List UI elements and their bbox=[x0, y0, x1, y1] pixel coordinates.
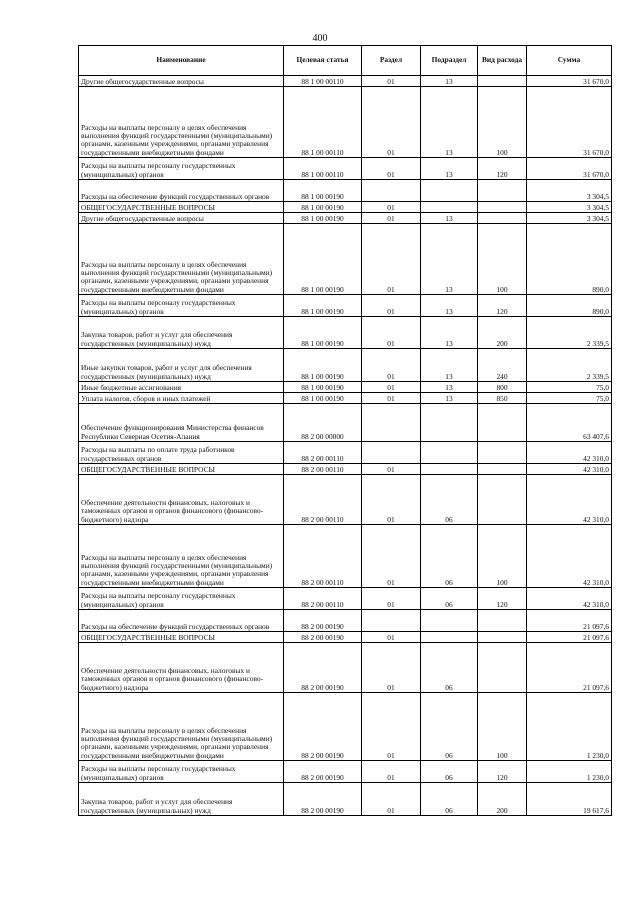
cell-subsection bbox=[421, 442, 478, 464]
cell-expense-type: 850 bbox=[478, 393, 527, 404]
cell-sum: 31 670,0 bbox=[527, 158, 612, 180]
cell-expense-type bbox=[478, 76, 527, 87]
cell-name: Закупка товаров, работ и услуг для обеспечения государственных (муниципальных) нужд bbox=[79, 317, 284, 349]
table-row bbox=[79, 87, 612, 158]
cell-subsection: 13 bbox=[421, 317, 478, 349]
cell-subsection: 13 bbox=[421, 393, 478, 404]
table-row bbox=[79, 588, 612, 610]
cell-sum: 63 407,6 bbox=[527, 404, 612, 442]
cell-name: Расходы на обеспечение функций государственных органов bbox=[79, 180, 284, 202]
cell-target-article: 88 2 00 00110 bbox=[284, 442, 362, 464]
cell-subsection bbox=[421, 464, 478, 475]
cell-subsection bbox=[421, 632, 478, 643]
cell-target-article: 88 1 00 00190 bbox=[284, 224, 362, 295]
cell-sum: 2 339,5 bbox=[527, 349, 612, 382]
cell-section: 01 bbox=[362, 317, 421, 349]
cell-expense-type bbox=[478, 464, 527, 475]
cell-subsection: 06 bbox=[421, 588, 478, 610]
cell-subsection: 06 bbox=[421, 693, 478, 761]
header-section: Раздел bbox=[362, 46, 421, 76]
cell-sum: 19 617,6 bbox=[527, 783, 612, 816]
cell-section: 01 bbox=[362, 295, 421, 317]
cell-sum: 21 097,6 bbox=[527, 632, 612, 643]
cell-name: Расходы на выплаты по оплате труда работников государственных органов bbox=[79, 442, 284, 464]
cell-sum: 42 310,0 bbox=[527, 442, 612, 464]
cell-name: Расходы на выплаты персоналу государственных (муниципальных) органов bbox=[79, 588, 284, 610]
cell-section: 01 bbox=[362, 643, 421, 693]
cell-target-article: 88 1 00 00190 bbox=[284, 382, 362, 393]
cell-target-article: 88 1 00 00110 bbox=[284, 87, 362, 158]
cell-name: Закупка товаров, работ и услуг для обеспечения государственных (муниципальных) нужд bbox=[79, 783, 284, 816]
cell-section: 01 bbox=[362, 224, 421, 295]
cell-section: 01 bbox=[362, 213, 421, 224]
table-row bbox=[79, 317, 612, 349]
cell-subsection: 13 bbox=[421, 158, 478, 180]
cell-section: 01 bbox=[362, 382, 421, 393]
cell-target-article: 88 2 00 00190 bbox=[284, 610, 362, 632]
table-row bbox=[79, 475, 612, 525]
cell-target-article: 88 1 00 00190 bbox=[284, 393, 362, 404]
cell-expense-type: 120 bbox=[478, 295, 527, 317]
cell-expense-type bbox=[478, 404, 527, 442]
table-header-row bbox=[79, 46, 612, 76]
cell-section: 01 bbox=[362, 475, 421, 525]
cell-target-article: 88 2 00 00190 bbox=[284, 643, 362, 693]
cell-subsection: 13 bbox=[421, 224, 478, 295]
cell-sum: 890,0 bbox=[527, 224, 612, 295]
cell-expense-type bbox=[478, 475, 527, 525]
cell-sum: 21 097,6 bbox=[527, 643, 612, 693]
cell-subsection: 13 bbox=[421, 382, 478, 393]
cell-expense-type: 120 bbox=[478, 588, 527, 610]
cell-target-article: 88 1 00 00190 bbox=[284, 180, 362, 202]
cell-subsection: 06 bbox=[421, 525, 478, 588]
cell-subsection: 13 bbox=[421, 349, 478, 382]
table-row bbox=[79, 404, 612, 442]
cell-name: ОБЩЕГОСУДАРСТВЕННЫЕ ВОПРОСЫ bbox=[79, 632, 284, 643]
cell-target-article: 88 2 00 00190 bbox=[284, 693, 362, 761]
cell-subsection: 06 bbox=[421, 475, 478, 525]
cell-name: Расходы на выплаты персоналу государственных (муниципальных) органов bbox=[79, 761, 284, 783]
cell-sum: 42 310,0 bbox=[527, 464, 612, 475]
cell-name: Иные закупки товаров, работ и услуг для обеспечения государственных (муниципальных) нужд bbox=[79, 349, 284, 382]
cell-name: Другие общегосударственные вопросы bbox=[79, 76, 284, 87]
cell-expense-type: 800 bbox=[478, 382, 527, 393]
cell-expense-type bbox=[478, 643, 527, 693]
cell-section: 01 bbox=[362, 158, 421, 180]
cell-section: 01 bbox=[362, 761, 421, 783]
cell-name: Расходы на выплаты персоналу в целях обеспечения выполнения функций государственными (муниципальными) органами, казенными учреждениями, органами управления государственными внебюджетными фондами bbox=[79, 224, 284, 295]
cell-name: Расходы на выплаты персоналу в целях обеспечения выполнения функций государственными (муниципальными) органами, казенными учреждениями, органами управления государственными внебюджетными фондами bbox=[79, 87, 284, 158]
cell-target-article: 88 1 00 00110 bbox=[284, 76, 362, 87]
cell-sum: 31 670,0 bbox=[527, 87, 612, 158]
cell-name: Расходы на выплаты персоналу государственных (муниципальных) органов bbox=[79, 158, 284, 180]
cell-subsection bbox=[421, 610, 478, 632]
cell-target-article: 88 2 00 00110 bbox=[284, 588, 362, 610]
cell-section: 01 bbox=[362, 202, 421, 213]
table-row bbox=[79, 202, 612, 213]
cell-target-article: 88 2 00 00110 bbox=[284, 475, 362, 525]
cell-expense-type bbox=[478, 610, 527, 632]
header-expense-type: Вид расхода bbox=[478, 46, 527, 76]
table-row bbox=[79, 180, 612, 202]
cell-target-article: 88 1 00 00110 bbox=[284, 158, 362, 180]
cell-target-article: 88 2 00 00190 bbox=[284, 783, 362, 816]
cell-expense-type bbox=[478, 180, 527, 202]
table-row bbox=[79, 158, 612, 180]
cell-expense-type: 120 bbox=[478, 761, 527, 783]
cell-name: Иные бюджетные ассигнования bbox=[79, 382, 284, 393]
cell-section: 01 bbox=[362, 525, 421, 588]
header-subsection: Подраздел bbox=[421, 46, 478, 76]
cell-sum: 3 304,5 bbox=[527, 202, 612, 213]
header-target-article: Целевая статья bbox=[284, 46, 362, 76]
table-row bbox=[79, 525, 612, 588]
cell-name: Расходы на выплаты персоналу в целях обеспечения выполнения функций государственными (муниципальными) органами, казенными учреждениями, органами управления государственными внебюджетными фондами bbox=[79, 525, 284, 588]
table-row bbox=[79, 632, 612, 643]
table-row bbox=[79, 224, 612, 295]
cell-section: 01 bbox=[362, 349, 421, 382]
cell-section: 01 bbox=[362, 393, 421, 404]
cell-section bbox=[362, 180, 421, 202]
cell-subsection bbox=[421, 180, 478, 202]
cell-target-article: 88 2 00 00110 bbox=[284, 464, 362, 475]
table-row bbox=[79, 382, 612, 393]
cell-sum: 1 230,0 bbox=[527, 761, 612, 783]
cell-name: Обеспечение деятельности финансовых, налоговых и таможенных органов и органов финансового (финансово-бюджетного) надзора bbox=[79, 475, 284, 525]
table-row bbox=[79, 349, 612, 382]
cell-target-article: 88 1 00 00190 bbox=[284, 213, 362, 224]
table-row bbox=[79, 643, 612, 693]
cell-name: Обеспечение деятельности финансовых, налоговых и таможенных органов и органов финансового (финансово-бюджетного) надзора bbox=[79, 643, 284, 693]
cell-subsection: 06 bbox=[421, 783, 478, 816]
cell-expense-type: 100 bbox=[478, 693, 527, 761]
cell-section: 01 bbox=[362, 632, 421, 643]
cell-sum: 31 670,0 bbox=[527, 76, 612, 87]
table-row bbox=[79, 610, 612, 632]
cell-subsection: 06 bbox=[421, 643, 478, 693]
cell-target-article: 88 2 00 00110 bbox=[284, 525, 362, 588]
budget-table bbox=[78, 45, 612, 816]
cell-sum: 3 304,5 bbox=[527, 180, 612, 202]
cell-subsection: 13 bbox=[421, 87, 478, 158]
cell-section: 01 bbox=[362, 87, 421, 158]
table-row bbox=[79, 442, 612, 464]
cell-expense-type: 240 bbox=[478, 349, 527, 382]
table-row bbox=[79, 761, 612, 783]
header-sum: Сумма bbox=[527, 46, 612, 76]
cell-name: Уплата налогов, сборов и иных платежей bbox=[79, 393, 284, 404]
cell-target-article: 88 1 00 00190 bbox=[284, 295, 362, 317]
page-number: 400 bbox=[312, 33, 328, 44]
cell-section: 01 bbox=[362, 464, 421, 475]
table-row bbox=[79, 693, 612, 761]
cell-target-article: 88 1 00 00190 bbox=[284, 317, 362, 349]
cell-subsection: 13 bbox=[421, 213, 478, 224]
cell-expense-type bbox=[478, 213, 527, 224]
cell-sum: 21 097,6 bbox=[527, 610, 612, 632]
cell-subsection: 13 bbox=[421, 295, 478, 317]
cell-expense-type: 100 bbox=[478, 224, 527, 295]
cell-section bbox=[362, 610, 421, 632]
cell-section: 01 bbox=[362, 588, 421, 610]
cell-target-article: 88 2 00 00000 bbox=[284, 404, 362, 442]
cell-name: Расходы на выплаты персоналу в целях обеспечения выполнения функций государственными (муниципальными) органами, казенными учреждениями, органами управления государственными внебюджетными фондами bbox=[79, 693, 284, 761]
cell-subsection: 13 bbox=[421, 76, 478, 87]
cell-name: ОБЩЕГОСУДАРСТВЕННЫЕ ВОПРОСЫ bbox=[79, 464, 284, 475]
cell-name: Расходы на выплаты персоналу государственных (муниципальных) органов bbox=[79, 295, 284, 317]
cell-sum: 42 310,0 bbox=[527, 588, 612, 610]
cell-sum: 2 339,5 bbox=[527, 317, 612, 349]
cell-target-article: 88 1 00 00190 bbox=[284, 202, 362, 213]
cell-section bbox=[362, 404, 421, 442]
table-row bbox=[79, 783, 612, 816]
cell-expense-type: 120 bbox=[478, 158, 527, 180]
cell-target-article: 88 2 00 00190 bbox=[284, 761, 362, 783]
table-body bbox=[79, 76, 612, 816]
table-row bbox=[79, 464, 612, 475]
cell-sum: 42 310,0 bbox=[527, 525, 612, 588]
cell-subsection bbox=[421, 404, 478, 442]
cell-expense-type: 100 bbox=[478, 525, 527, 588]
cell-sum: 42 310,0 bbox=[527, 475, 612, 525]
table-row bbox=[79, 213, 612, 224]
cell-section: 01 bbox=[362, 693, 421, 761]
cell-section: 01 bbox=[362, 76, 421, 87]
cell-subsection bbox=[421, 202, 478, 213]
cell-expense-type bbox=[478, 632, 527, 643]
cell-expense-type bbox=[478, 202, 527, 213]
cell-sum: 75,0 bbox=[527, 393, 612, 404]
cell-name: Обеспечение функционирования Министерства финансов Республики Северная Осетия-Алания bbox=[79, 404, 284, 442]
header-name: Наименование bbox=[79, 46, 284, 76]
cell-name: Другие общегосударственные вопросы bbox=[79, 213, 284, 224]
cell-sum: 3 304,5 bbox=[527, 213, 612, 224]
cell-sum: 75,0 bbox=[527, 382, 612, 393]
cell-expense-type bbox=[478, 442, 527, 464]
cell-name: Расходы на обеспечение функций государственных органов bbox=[79, 610, 284, 632]
cell-section bbox=[362, 442, 421, 464]
cell-expense-type: 200 bbox=[478, 783, 527, 816]
cell-subsection: 06 bbox=[421, 761, 478, 783]
cell-target-article: 88 1 00 00190 bbox=[284, 349, 362, 382]
table-row bbox=[79, 393, 612, 404]
cell-expense-type: 100 bbox=[478, 87, 527, 158]
cell-expense-type: 200 bbox=[478, 317, 527, 349]
cell-name: ОБЩЕГОСУДАРСТВЕННЫЕ ВОПРОСЫ bbox=[79, 202, 284, 213]
cell-target-article: 88 2 00 00190 bbox=[284, 632, 362, 643]
table-row bbox=[79, 295, 612, 317]
cell-sum: 1 230,0 bbox=[527, 693, 612, 761]
cell-section: 01 bbox=[362, 783, 421, 816]
table-row bbox=[79, 76, 612, 87]
cell-sum: 890,0 bbox=[527, 295, 612, 317]
